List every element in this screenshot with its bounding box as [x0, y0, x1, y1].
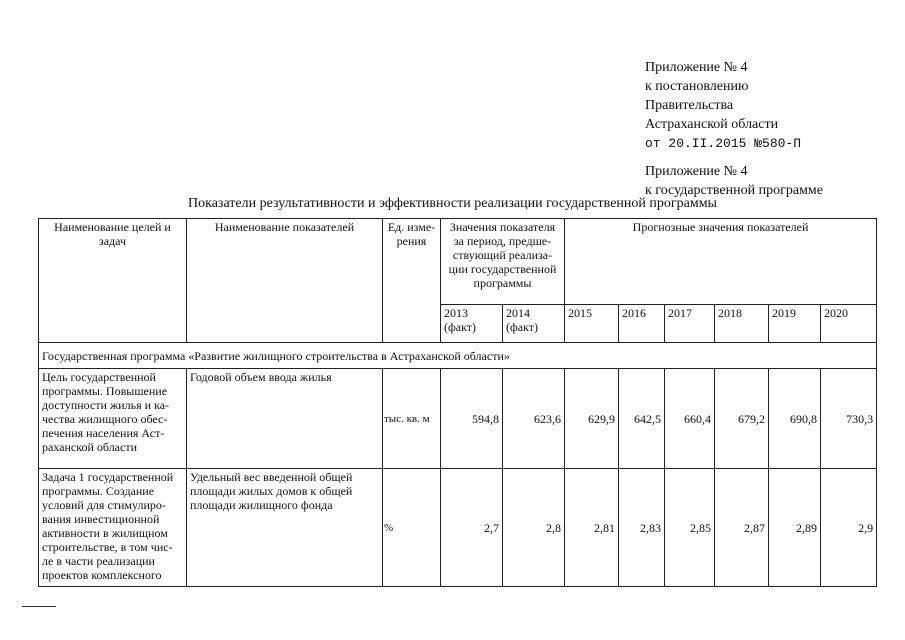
value-cell: 2,9: [821, 469, 877, 587]
header-unit: Ед. изме-рения: [383, 219, 441, 343]
goal-cell: Задача 1 государственной программы. Создание условий для стимулиро-вания инвестиционной активности в жилищном строительстве, в том чис-ле в части реализации проектов комплексного: [39, 469, 187, 587]
appendix-1-line: Астраханской области: [645, 117, 779, 132]
indicator-cell: Годовой объем ввода жилья: [187, 369, 383, 469]
header-indicators: Наименование показателей: [187, 219, 383, 343]
year-cell: 2013 (факт): [441, 305, 503, 343]
appendix-2-block: [645, 162, 823, 200]
program-title-row: [39, 343, 877, 369]
year-cell: 2018: [715, 305, 769, 343]
value-cell: 2,83: [619, 469, 665, 587]
value-cell: 2,7: [441, 469, 503, 587]
appendix-1-line: к постановлению: [645, 79, 749, 94]
header-past-values: Значения показателя за период, предше-ствующий реализа-ции государственной программы: [441, 219, 565, 305]
header-goals: Наименование целей и задач: [39, 219, 187, 343]
value-cell: 623,6: [503, 369, 565, 469]
value-cell: 629,9: [565, 369, 619, 469]
table-row: [39, 469, 877, 587]
footer-stroke-mark: [22, 606, 56, 607]
value-cell: 594,8: [441, 369, 503, 469]
indicators-table: [38, 218, 877, 587]
header-forecast: Прогнозные значения показателей: [565, 219, 877, 305]
table-row: [39, 369, 877, 469]
appendix-2-line: к государственной программе: [645, 183, 823, 198]
appendix-1-block: [645, 58, 801, 153]
table-header-row: [39, 219, 877, 305]
program-title: Государственная программа «Развитие жилищного строительства в Астраханской области»: [39, 343, 877, 369]
year-cell: 2016: [619, 305, 665, 343]
year-cell: 2014 (факт): [503, 305, 565, 343]
indicator-cell: Удельный вес введенной общей площади жилых домов к общей площади жилищного фонда: [187, 469, 383, 587]
appendix-1-date-stamp: от 20.II.2015 №580-П: [645, 136, 802, 151]
value-cell: 730,3: [821, 369, 877, 469]
value-cell: 660,4: [665, 369, 715, 469]
value-cell: 2,85: [665, 469, 715, 587]
value-cell: 679,2: [715, 369, 769, 469]
value-cell: 690,8: [769, 369, 821, 469]
year-cell: 2019: [769, 305, 821, 343]
appendix-1-line: Приложение № 4: [645, 60, 748, 75]
value-cell: 2,81: [565, 469, 619, 587]
year-cell: 2017: [665, 305, 715, 343]
unit-cell: тыс. кв. м: [383, 369, 441, 469]
year-cell: 2015: [565, 305, 619, 343]
appendix-1-line: Правительства: [645, 98, 734, 113]
appendix-2-line: Приложение № 4: [645, 164, 748, 179]
unit-cell: %: [383, 469, 441, 587]
value-cell: 2,87: [715, 469, 769, 587]
value-cell: 2,8: [503, 469, 565, 587]
value-cell: 2,89: [769, 469, 821, 587]
value-cell: 642,5: [619, 369, 665, 469]
document-title: Показатели результативности и эффективности реализации государственной программы: [188, 196, 717, 211]
goal-cell: Цель государственной программы. Повышение доступности жилья и ка-чества жилищного обес-печения населения Аст-раханской области: [39, 369, 187, 469]
year-cell: 2020: [821, 305, 877, 343]
